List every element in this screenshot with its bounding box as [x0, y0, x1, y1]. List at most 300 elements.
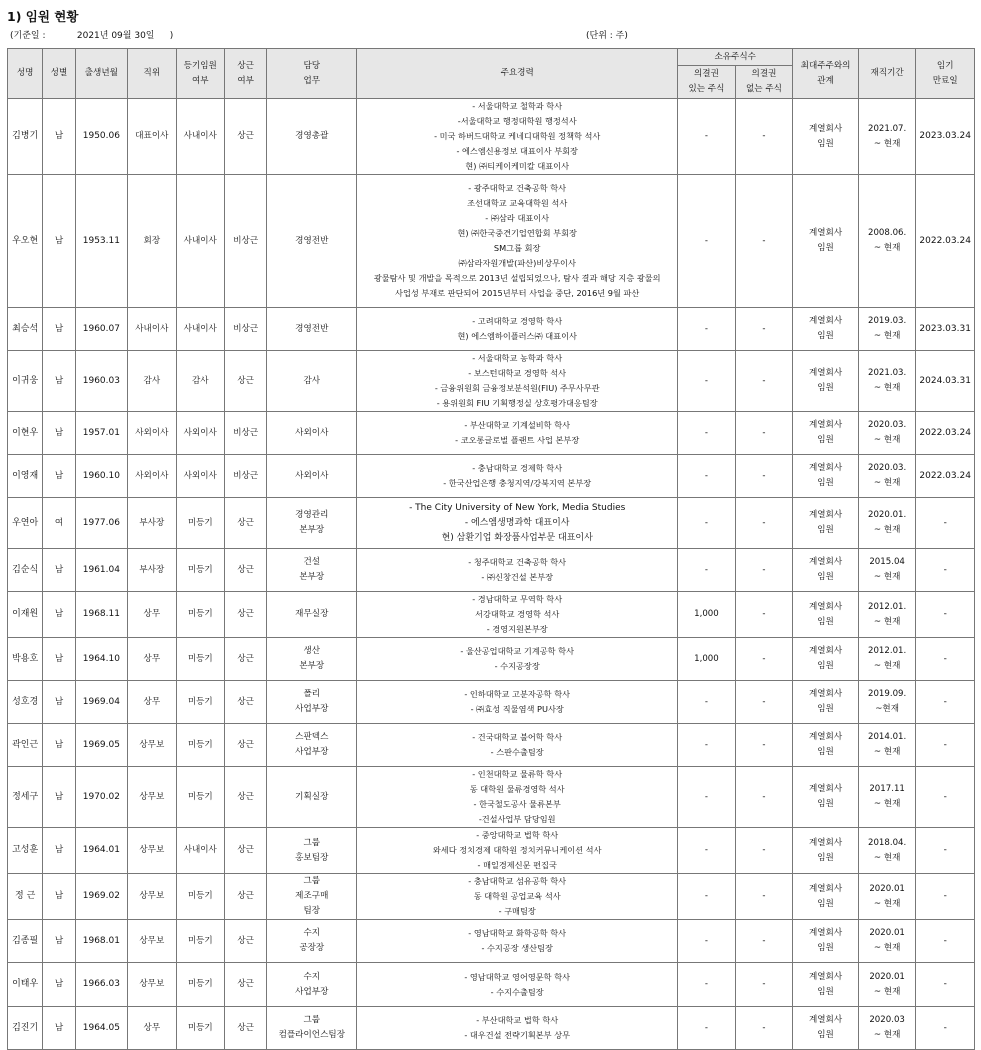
- cell-registered: 미등기: [176, 638, 224, 681]
- cell-tenure: [858, 920, 916, 963]
- cell-position: 상무: [128, 1007, 176, 1050]
- cell-duty-line: 사업부장: [295, 747, 329, 757]
- cell-career: [357, 724, 678, 767]
- cell-relation: [793, 308, 859, 351]
- cell-tenure-line: 2021.07.: [867, 123, 907, 134]
- cell-relation-line: 계열회사: [808, 646, 843, 656]
- cell-relation-line: 임원: [817, 1030, 834, 1040]
- basis-date-value: 2021년 09월 30일: [76, 31, 155, 41]
- cell-name: 이현우: [8, 412, 43, 455]
- cell-tenure-line: 2020.03.: [867, 463, 907, 473]
- cell-career-line: - 경영지원본부장: [486, 624, 548, 634]
- cell-relation-line: 계열회사: [808, 316, 843, 326]
- cell-duty: [267, 767, 357, 828]
- cell-career-line: 조선대학교 교육대학원 석사: [467, 198, 568, 208]
- cell-voting: -: [678, 767, 736, 828]
- cell-registered: 사외이사: [176, 455, 224, 498]
- cell-fulltime: 비상근: [224, 175, 266, 308]
- header-position: 직위: [128, 49, 176, 99]
- cell-registered: 사내이사: [176, 175, 224, 308]
- table-row: [8, 99, 975, 175]
- cell-birth: 1964.10: [75, 638, 127, 681]
- cell-duty-line: 기획실장: [295, 791, 329, 802]
- cell-expiry: -: [916, 874, 975, 920]
- cell-tenure-line: 2012.01.: [867, 601, 907, 612]
- cell-career-line: - 수지공장장: [494, 661, 540, 671]
- cell-nonvoting: -: [735, 175, 793, 308]
- cell-expiry: -: [916, 549, 975, 592]
- cell-career-line: - 서울대학교 농학과 학사: [472, 353, 563, 363]
- cell-relation-line: 임원: [817, 943, 834, 953]
- cell-tenure-line: 2020.01: [869, 883, 905, 894]
- cell-registered: 미등기: [176, 963, 224, 1007]
- cell-gender: 남: [43, 592, 75, 638]
- cell-tenure-line: 2020.01: [869, 928, 905, 938]
- cell-tenure: [858, 724, 916, 767]
- cell-expiry: 2022.03.24: [916, 175, 975, 308]
- header-duty: 담당 업무: [267, 49, 357, 99]
- cell-career-line: - 경남대학교 무역학 학사: [472, 594, 563, 604]
- cell-registered: 미등기: [176, 592, 224, 638]
- cell-tenure-line: ~ 현재: [873, 747, 901, 757]
- cell-relation-line: 임원: [817, 138, 834, 149]
- cell-name: 박용호: [8, 638, 43, 681]
- cell-career-line: - 영남대학교 영어영문학 학사: [464, 971, 571, 982]
- cell-position: 사외이사: [128, 455, 176, 498]
- cell-expiry: 2023.03.31: [916, 308, 975, 351]
- cell-tenure-line: 2020.03: [869, 1015, 905, 1025]
- cell-career: [357, 549, 678, 592]
- cell-career: [357, 308, 678, 351]
- cell-tenure-line: ~ 현재: [873, 661, 901, 671]
- cell-tenure: [858, 412, 916, 455]
- cell-career: [357, 874, 678, 920]
- cell-career-line: 현) ㈜티케이케미칼 대표이사: [465, 161, 569, 171]
- cell-fulltime: 상근: [224, 1007, 266, 1050]
- cell-gender: 남: [43, 1007, 75, 1050]
- cell-tenure: [858, 592, 916, 638]
- cell-registered: 미등기: [176, 920, 224, 963]
- cell-birth: 1968.11: [75, 592, 127, 638]
- cell-tenure-line: ~ 현재: [873, 1030, 901, 1040]
- cell-name: 이귀웅: [8, 351, 43, 412]
- cell-duty-line: 경영관리: [295, 510, 329, 520]
- cell-relation: [793, 549, 859, 592]
- header-nonvoting: 의결권 없는 주식: [735, 66, 793, 99]
- cell-career-line: 서강대학교 경영학 석사: [475, 609, 560, 619]
- cell-tenure-line: 2012.01.: [867, 646, 907, 656]
- cell-career-line: - 영남대학교 화학공학 학사: [468, 928, 567, 938]
- cell-expiry: -: [916, 498, 975, 549]
- cell-gender: 남: [43, 724, 75, 767]
- cell-tenure: [858, 549, 916, 592]
- cell-tenure-line: ~ 현재: [873, 943, 901, 953]
- cell-career: [357, 412, 678, 455]
- cell-tenure-line: ~ 현재: [873, 799, 901, 809]
- header-name: 성명: [8, 49, 43, 99]
- cell-gender: 남: [43, 549, 75, 592]
- header-gender: 성별: [43, 49, 75, 99]
- cell-expiry: -: [916, 638, 975, 681]
- cell-expiry: -: [916, 592, 975, 638]
- cell-career-line: - 광주대학교 건축공학 학사: [468, 183, 567, 193]
- cell-voting: -: [678, 99, 736, 175]
- cell-gender: 남: [43, 920, 75, 963]
- cell-registered: 미등기: [176, 724, 224, 767]
- cell-tenure-line: 2019.09.: [867, 689, 907, 699]
- cell-relation-line: 계열회사: [808, 228, 843, 238]
- cell-duty: [267, 549, 357, 592]
- cell-career-line: - 금융위원회 금융정보분석원(FIU) 주무사무관: [434, 383, 600, 393]
- cell-fulltime: 상근: [224, 920, 266, 963]
- cell-registered: 사내이사: [176, 99, 224, 175]
- cell-registered: 미등기: [176, 1007, 224, 1050]
- cell-career-line: - ㈜삼라 대표이사: [485, 213, 550, 223]
- cell-registered: 미등기: [176, 767, 224, 828]
- cell-fulltime: 상근: [224, 874, 266, 920]
- cell-fulltime: 상근: [224, 99, 266, 175]
- header-birth: 출생년월: [75, 49, 127, 99]
- cell-registered: 사외이사: [176, 412, 224, 455]
- cell-tenure: [858, 828, 916, 874]
- cell-expiry: -: [916, 1007, 975, 1050]
- cell-career-line: - 충남대학교 섬유공학 학사: [468, 876, 567, 886]
- basis-date: [10, 28, 173, 41]
- table-row: [8, 1007, 975, 1050]
- cell-duty-line: 그룹: [303, 876, 321, 886]
- cell-duty-line: 건설: [303, 557, 321, 567]
- cell-career-line: - 인하대학교 고분자공학 학사: [464, 689, 571, 699]
- cell-relation-line: 임원: [817, 704, 834, 714]
- cell-voting: -: [678, 351, 736, 412]
- cell-position: 상무보: [128, 828, 176, 874]
- cell-fulltime: 비상근: [224, 455, 266, 498]
- cell-career-line: - 에스엠신용정보 대표이사 부회장: [456, 146, 578, 156]
- cell-expiry: -: [916, 963, 975, 1007]
- table-row: [8, 874, 975, 920]
- cell-fulltime: 상근: [224, 828, 266, 874]
- cell-nonvoting: -: [735, 498, 793, 549]
- cell-fulltime: 상근: [224, 724, 266, 767]
- cell-career-line: - 매일경제신문 편집국: [477, 860, 557, 870]
- cell-tenure-line: ~ 현재: [873, 852, 901, 863]
- cell-tenure-line: 2021.03.: [867, 368, 907, 378]
- cell-relation-line: 계열회사: [808, 601, 843, 612]
- cell-nonvoting: -: [735, 1007, 793, 1050]
- cell-relation-line: 임원: [817, 852, 834, 863]
- cell-birth: 1969.02: [75, 874, 127, 920]
- header-registered: 등기임원 여부: [176, 49, 224, 99]
- cell-relation-line: 계열회사: [808, 928, 843, 938]
- cell-career-line: ㈜삼라자원개발(파산)비상무이사: [458, 258, 576, 268]
- cell-gender: 남: [43, 99, 75, 175]
- cell-position: 사내이사: [128, 308, 176, 351]
- cell-relation: [793, 592, 859, 638]
- cell-tenure-line: ~ 현재: [873, 525, 901, 535]
- cell-duty-line: 사업부장: [295, 986, 329, 997]
- cell-career: [357, 592, 678, 638]
- cell-relation: [793, 963, 859, 1007]
- cell-expiry: 2023.03.24: [916, 99, 975, 175]
- cell-name: 김종필: [8, 920, 43, 963]
- cell-position: 부사장: [128, 498, 176, 549]
- cell-fulltime: 상근: [224, 681, 266, 724]
- cell-relation: [793, 874, 859, 920]
- cell-nonvoting: -: [735, 549, 793, 592]
- cell-duty-line: 경영전반: [295, 235, 329, 246]
- cell-duty: [267, 351, 357, 412]
- cell-career-line: 현) 삼환기업 화장품사업부문 대표이사: [441, 532, 593, 543]
- cell-tenure-line: ~ 현재: [873, 383, 901, 393]
- cell-voting: -: [678, 412, 736, 455]
- cell-expiry: 2022.03.24: [916, 455, 975, 498]
- cell-nonvoting: -: [735, 920, 793, 963]
- cell-position: 상무보: [128, 724, 176, 767]
- cell-birth: 1969.05: [75, 724, 127, 767]
- header-tenure: 재직기간: [858, 49, 916, 99]
- cell-voting: 1,000: [678, 638, 736, 681]
- table-row: [8, 412, 975, 455]
- cell-career: [357, 455, 678, 498]
- cell-career: [357, 351, 678, 412]
- cell-gender: 남: [43, 455, 75, 498]
- cell-position: 상무: [128, 681, 176, 724]
- cell-career: [357, 498, 678, 549]
- cell-gender: 남: [43, 351, 75, 412]
- cell-career-line: - 건국대학교 불어학 학사: [472, 732, 563, 742]
- cell-nonvoting: -: [735, 308, 793, 351]
- cell-relation: [793, 351, 859, 412]
- cell-duty-line: 경영전반: [295, 323, 329, 334]
- cell-duty-line: 본부장: [299, 525, 325, 535]
- cell-relation-line: 임원: [817, 799, 834, 809]
- cell-voting: -: [678, 828, 736, 874]
- cell-nonvoting: -: [735, 455, 793, 498]
- cell-position: 회장: [128, 175, 176, 308]
- cell-position: 상무보: [128, 920, 176, 963]
- cell-career: [357, 638, 678, 681]
- cell-relation-line: 임원: [817, 661, 834, 671]
- cell-nonvoting: -: [735, 724, 793, 767]
- cell-career-line: - 에스엠생명과학 대표이사: [464, 517, 570, 528]
- cell-voting: -: [678, 920, 736, 963]
- cell-tenure-line: 2014.01.: [867, 732, 907, 742]
- cell-career-line: - 용위원회 FIU 기획행정실 상호평가대응팀장: [436, 398, 598, 408]
- cell-name: 성호경: [8, 681, 43, 724]
- cell-nonvoting: -: [735, 828, 793, 874]
- table-row: [8, 920, 975, 963]
- cell-nonvoting: -: [735, 592, 793, 638]
- cell-career-line: - 보스턴대학교 경영학 석사: [468, 368, 567, 378]
- cell-fulltime: 상근: [224, 638, 266, 681]
- cell-name: 우연아: [8, 498, 43, 549]
- cell-fulltime: 상근: [224, 549, 266, 592]
- cell-duty: [267, 920, 357, 963]
- cell-duty-line: 스판덱스: [295, 732, 329, 742]
- cell-position: 상무: [128, 638, 176, 681]
- section-title: 1) 임원 현황: [7, 9, 79, 24]
- cell-fulltime: 상근: [224, 351, 266, 412]
- cell-nonvoting: -: [735, 681, 793, 724]
- cell-relation-line: 계열회사: [808, 732, 843, 742]
- cell-gender: 남: [43, 175, 75, 308]
- cell-fulltime: 상근: [224, 498, 266, 549]
- header-career: 주요경력: [357, 49, 678, 99]
- cell-nonvoting: -: [735, 963, 793, 1007]
- cell-relation: [793, 175, 859, 308]
- cell-career-line: 동 대학원 물류경영학 석사: [469, 784, 565, 794]
- table-row: [8, 767, 975, 828]
- cell-career-line: 사업성 부재로 판단되어 2015년부터 사업을 중단, 2016년 9월 파산: [395, 288, 640, 298]
- basis-label: (기준일 :: [10, 31, 46, 41]
- cell-duty: [267, 724, 357, 767]
- cell-position: 상무보: [128, 767, 176, 828]
- cell-career: [357, 1007, 678, 1050]
- cell-tenure-line: ~ 현재: [873, 138, 901, 149]
- unit-note: (단위 : 주): [586, 31, 628, 41]
- cell-relation: [793, 1007, 859, 1050]
- cell-relation-line: 계열회사: [808, 837, 843, 848]
- cell-relation: [793, 638, 859, 681]
- cell-duty: [267, 963, 357, 1007]
- cell-nonvoting: -: [735, 351, 793, 412]
- cell-name: 정 근: [8, 874, 43, 920]
- cell-relation: [793, 498, 859, 549]
- cell-career-line: - 구매팀장: [498, 906, 536, 916]
- cell-relation-line: 계열회사: [808, 971, 843, 982]
- cell-relation: [793, 724, 859, 767]
- cell-career: [357, 767, 678, 828]
- executive-table: [7, 48, 975, 1050]
- cell-duty: [267, 638, 357, 681]
- cell-career: [357, 99, 678, 175]
- cell-duty-line: 팀장: [303, 906, 321, 916]
- cell-career-line: - 수지수출팀장: [490, 986, 544, 997]
- cell-career-line: - 울산공업대학교 기계공학 학사: [460, 646, 574, 656]
- table-row: [8, 455, 975, 498]
- cell-duty: [267, 874, 357, 920]
- cell-tenure-line: 2019.03.: [867, 316, 907, 326]
- cell-duty: [267, 681, 357, 724]
- cell-career: [357, 681, 678, 724]
- cell-tenure: [858, 681, 916, 724]
- cell-duty-line: 재무실장: [295, 609, 329, 619]
- cell-career-line: - 미국 하버드대학교 케네디대학원 정책학 석사: [434, 131, 601, 141]
- table-row: [8, 351, 975, 412]
- table-row: [8, 498, 975, 549]
- cell-career-line: - 스판수출팀장: [490, 747, 544, 757]
- cell-gender: 남: [43, 767, 75, 828]
- cell-name: 김병기: [8, 99, 43, 175]
- cell-birth: 1950.06: [75, 99, 127, 175]
- cell-voting: -: [678, 175, 736, 308]
- cell-career-line: - 부산대학교 기계설비학 학사: [464, 420, 571, 430]
- cell-relation-line: 임원: [817, 383, 834, 393]
- cell-duty-line: 본부장: [299, 572, 325, 582]
- cell-name: 정세구: [8, 767, 43, 828]
- cell-position: 사외이사: [128, 412, 176, 455]
- cell-career-line: - 부산대학교 법학 학사: [476, 1015, 559, 1025]
- cell-duty-line: 공장장: [299, 943, 325, 953]
- cell-gender: 여: [43, 498, 75, 549]
- cell-tenure-line: ~ 현재: [873, 478, 901, 488]
- cell-relation-line: 계열회사: [808, 463, 843, 473]
- cell-relation-line: 임원: [817, 478, 834, 488]
- cell-career-line: - 청주대학교 건축공학 학사: [468, 557, 567, 567]
- cell-career-line: - 인천대학교 물류학 학사: [472, 769, 563, 779]
- cell-nonvoting: -: [735, 99, 793, 175]
- cell-tenure: [858, 963, 916, 1007]
- cell-tenure: [858, 874, 916, 920]
- header-voting: 의결권 있는 주식: [678, 66, 736, 99]
- cell-birth: 1964.01: [75, 828, 127, 874]
- cell-tenure-line: ~ 현재: [873, 435, 901, 445]
- cell-career: [357, 920, 678, 963]
- table-row: [8, 963, 975, 1007]
- cell-career-line: - 코오롱글로벌 플랜트 사업 본부장: [455, 435, 580, 445]
- cell-tenure-line: 2020.03.: [867, 420, 907, 430]
- cell-expiry: -: [916, 681, 975, 724]
- cell-voting: -: [678, 874, 736, 920]
- cell-duty-line: 경영총괄: [295, 131, 329, 141]
- cell-tenure-line: ~ 현재: [873, 616, 901, 627]
- cell-tenure-line: 2008.06.: [867, 228, 907, 238]
- header-shares: 소유주식수: [678, 49, 793, 66]
- cell-duty: [267, 412, 357, 455]
- cell-name: 김진기: [8, 1007, 43, 1050]
- cell-expiry: -: [916, 828, 975, 874]
- table-row: [8, 592, 975, 638]
- cell-birth: 1960.10: [75, 455, 127, 498]
- table-row: [8, 308, 975, 351]
- header-fulltime: 상근 여부: [224, 49, 266, 99]
- cell-expiry: -: [916, 724, 975, 767]
- cell-tenure: [858, 1007, 916, 1050]
- cell-birth: 1969.04: [75, 681, 127, 724]
- cell-duty: [267, 99, 357, 175]
- cell-duty-line: 그룹: [303, 837, 321, 848]
- cell-relation-line: 임원: [817, 525, 834, 535]
- cell-duty: [267, 455, 357, 498]
- cell-tenure-line: 2020.01.: [867, 510, 907, 520]
- cell-voting: 1,000: [678, 592, 736, 638]
- cell-relation-line: 계열회사: [808, 689, 843, 699]
- cell-tenure: [858, 455, 916, 498]
- cell-position: 상무보: [128, 874, 176, 920]
- cell-tenure-line: ~ 현재: [873, 572, 901, 582]
- cell-gender: 남: [43, 681, 75, 724]
- cell-tenure-line: 2017.11: [869, 784, 905, 794]
- cell-gender: 남: [43, 828, 75, 874]
- cell-duty-line: 수지: [303, 928, 321, 938]
- cell-relation-line: 임원: [817, 616, 834, 627]
- cell-registered: 감사: [176, 351, 224, 412]
- cell-career-line: - 한국산업은행 충청지역/강북지역 본부장: [443, 478, 592, 488]
- cell-nonvoting: -: [735, 767, 793, 828]
- cell-career-line: 동 대학원 공업교육 석사: [473, 891, 561, 901]
- cell-duty: [267, 308, 357, 351]
- cell-career-line: - The City University of New York, Media Studies: [409, 502, 626, 513]
- cell-relation: [793, 99, 859, 175]
- cell-relation-line: 계열회사: [808, 420, 843, 430]
- cell-voting: -: [678, 455, 736, 498]
- cell-duty: [267, 828, 357, 874]
- cell-tenure: [858, 308, 916, 351]
- cell-career-line: - 한국철도공사 물류본부: [473, 799, 561, 809]
- cell-career-line: - 대우건설 전략기획본부 상무: [464, 1030, 571, 1040]
- cell-fulltime: 상근: [224, 767, 266, 828]
- cell-career-line: - 서울대학교 철학과 학사: [472, 101, 563, 111]
